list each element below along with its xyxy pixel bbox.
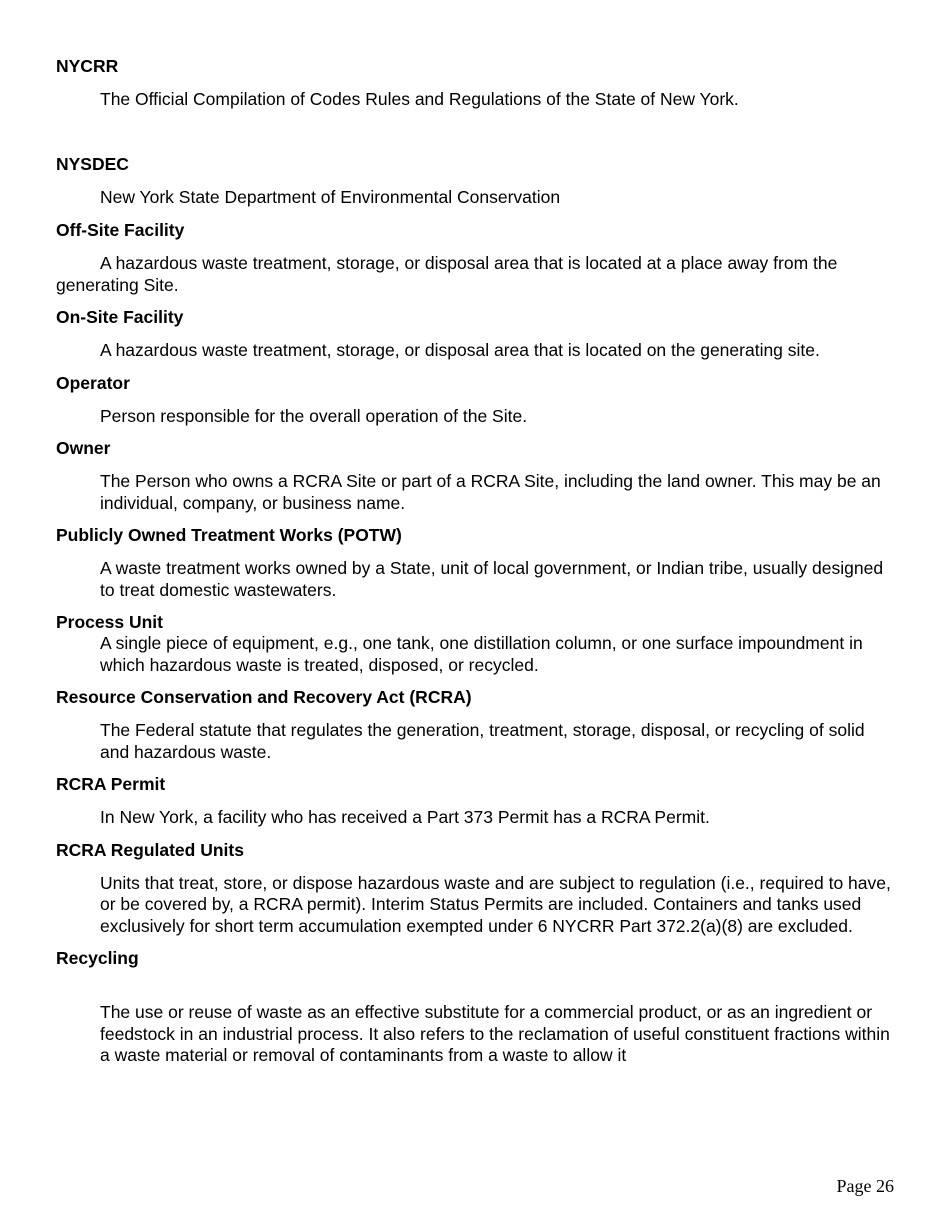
term-definition: In New York, a facility who has received a Part 373 Permit has a RCRA Permit.	[100, 807, 710, 827]
term-heading: NYCRR	[56, 56, 119, 76]
term-definition: A hazardous waste treatment, storage, or disposal area that is located on the generating site.	[100, 340, 820, 360]
glossary-entry-rcra	[56, 687, 896, 763]
glossary-entry-rcra-regulated-units	[56, 840, 896, 938]
term-definition: The Federal statute that regulates the generation, treatment, storage, disposal, or recycling of solid and hazardous waste.	[100, 720, 865, 762]
term-heading: Recycling	[56, 948, 139, 968]
term-heading: Publicly Owned Treatment Works (POTW)	[56, 525, 402, 545]
glossary-entry-rcra-permit	[56, 774, 896, 829]
glossary-entry-nycrr	[56, 56, 896, 111]
term-heading: Off-Site Facility	[56, 220, 185, 240]
term-definition: The Person who owns a RCRA Site or part of a RCRA Site, including the land owner. This may be an individual, company, or business name.	[100, 471, 881, 513]
term-definition: Units that treat, store, or dispose hazardous waste and are subject to regulation (i.e., required to have, or be covered by, a RCRA permit). Interim Status Permits are included. Containers and tanks used exclusively for short term accumulation exempted under 6 NYCRR Part 372.2(a)(8) are excluded.	[100, 872, 891, 936]
term-heading: RCRA Regulated Units	[56, 839, 244, 860]
glossary-entry-potw	[56, 525, 896, 601]
term-definition: New York State Department of Environmental Conservation	[100, 186, 561, 207]
glossary-entry-operator	[56, 373, 896, 428]
term-definition: The use or reuse of waste as an effective substitute for a commercial product, or as an ingredient or feedstock in an industrial process. It also refers to the reclamation of useful constituent fractions within a waste material or removal of contaminants from a waste to allow it	[100, 1002, 890, 1065]
glossary-entry-off-site-facility	[56, 220, 896, 296]
page-number: Page 26	[836, 1176, 894, 1196]
glossary-entry-nysdec	[56, 154, 896, 209]
term-heading: Operator	[56, 372, 130, 393]
glossary-entry-on-site-facility	[56, 307, 896, 362]
glossary-entry-recycling	[56, 948, 896, 1067]
document-page	[56, 56, 896, 1067]
term-heading: Owner	[56, 438, 111, 458]
term-heading: NYSDEC	[56, 153, 129, 174]
term-definition: Person responsible for the overall operation of the Site.	[100, 405, 528, 426]
term-heading: Resource Conservation and Recovery Act (RCRA)	[56, 687, 472, 707]
glossary-entry-owner	[56, 438, 896, 514]
term-heading: On-Site Facility	[56, 307, 184, 327]
term-heading: RCRA Permit	[56, 774, 166, 794]
term-heading: Process Unit	[56, 612, 163, 632]
term-definition: A hazardous waste treatment, storage, or disposal area that is located at a place away from the generating Site.	[56, 253, 838, 295]
glossary-entry-process-unit	[56, 612, 896, 676]
term-definition: A waste treatment works owned by a State, unit of local government, or Indian tribe, usually designed to treat domestic wastewaters.	[100, 558, 884, 600]
term-definition: The Official Compilation of Codes Rules and Regulations of the State of New York.	[100, 89, 739, 109]
term-definition: A single piece of equipment, e.g., one tank, one distillation column, or one surface impoundment in which hazardous waste is treated, disposed, or recycled.	[100, 633, 863, 675]
